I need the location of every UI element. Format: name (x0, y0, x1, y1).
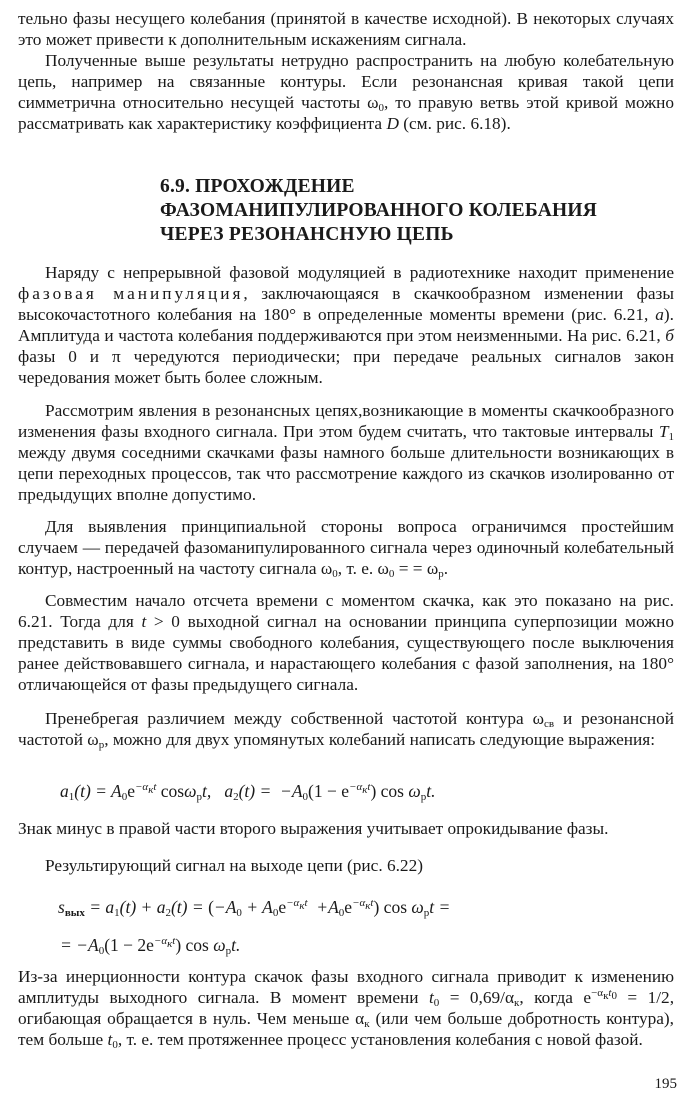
paragraph-phase-manipulation: Наряду с непрерывной фазовой модуляцией в радиотехнике находит применение фазовая манипуляция, заключающаяся в скачкообразном изменении фазы высокочастотного колебания на 180° в определенные моменты времени (рис. 6.21, а). Амплитуда и частота колебания поддерживаются при этом неизменными. На рис. 6.21, б фазы 0 и π чередуются периодически; при передаче реальных сигналов закон чередования может быть более сложным. (18, 263, 674, 387)
paragraph-neglect-difference: Пренебрегая различием между собственной частотой контура $\omega_{св}$ и резонансной частотой $\omega_р$, можно для двух упомянутых колебаний написать следующие выражения: (18, 709, 674, 751)
section-heading (160, 175, 640, 247)
paragraph-continuation: тельно фазы несущего колебания (принятой в качестве исходной). В некоторых случаях это может привести к дополнительным искажениям сигнала. (18, 9, 674, 49)
paragraph-superposition: Совместим начало отсчета времени с моментом скачка, как это показано на рис. 6.21. Тогда для t > 0 выходной сигнал на основании принципа суперпозиции можно представить в виде суммы свободного колебания, существующего после выключения ранее действовавшего сигнала, и нарастающего колебания с фазой заполнения, на 180° отличающейся от фазы предыдущего сигнала. (18, 591, 674, 694)
term-phase-manipulation: фазовая манипуляция (18, 284, 244, 303)
paragraph-result-intro: Результирующий сигнал на выходе цепи (рис. 6.22) (45, 856, 423, 875)
section-heading-line-1: 6.9. ПРОХОЖДЕНИЕ (160, 176, 355, 197)
paragraph-inertia: Из-за инерционности контура скачок фазы входного сигнала приводит к изменению амплитуды выходного сигнала. В момент времени $t_0 = 0,69/\alpha_к$, когда $e^{-\alpha_кt_0} = 1/2$, огибающая обращается в нуль. Чем меньше $\alpha_к$ (или чем больше добротность контура), тем больше $t_0$, т. е. тем протяженнее процесс установления колебания с новой фазой. (18, 967, 675, 1051)
paragraph-generalization: Полученные выше результаты нетрудно распространить на любую колебательную цепь, например на связанные контуры. Если резонансная кривая такой цепи симметрична относительно несущей частоты $\omega_0$, то правую ветвь этой кривой можно рассматривать как характеристику коэффициента D (см. рис. 6.18). (18, 51, 674, 133)
page-number: 195 (654, 1076, 677, 1092)
section-heading-line-2: ФАЗОМАНИПУЛИРОВАННОГО КОЛЕБАНИЯ (160, 200, 598, 221)
formula-a1-a2: $a_1(t) = A_0e^{-\alpha_кt}$ cosω$_р$t, $a_2(t) = -A_0(1 - e^{-\alpha_кt})$ $\cos \omega_рt$. (60, 781, 436, 803)
section-heading-line-3: ЧЕРЕЗ РЕЗОНАНСНУЮ ЦЕПЬ (160, 224, 454, 245)
formula-s-out-line1: $s_{вых} = a_1(t) + a_2(t) = (-A_0 + A_0e^{-\alpha_кt} +A_0e^{-\alpha_кt})$ $\cos \omega_рt$ = (58, 897, 451, 919)
paragraph-consider: Рассмотрим явления в резонансных цепях,возникающие в моменты скачкообразного изменения фазы входного сигнала. При этом будем считать, что тактовые интервалы $T_1$ между двумя соседними скачками фазы намного больше длительности возникающих в цепи переходных процессов, так что рассмотрение каждого из скачков изолированно от предыдущих вполне допустимо. (18, 401, 674, 504)
paragraph-simplest-case: Для выявления принципиальной стороны вопроса ограничимся простейшим случаем — передачей фазоманипулированного сигнала через одиночный колебательный контур, настроенный на частоту сигнала $\omega_0$, т. е. $\omega_0$ = = $\omega_р$. (18, 517, 674, 580)
paragraph-sign-note: Знак минус в правой части второго выражения учитывает опрокидывание фазы. (18, 819, 609, 838)
formula-s-out-line2: = $-A_0(1 - 2e^{-\alpha_кt})$ $\cos \omega_рt$. (60, 935, 241, 957)
